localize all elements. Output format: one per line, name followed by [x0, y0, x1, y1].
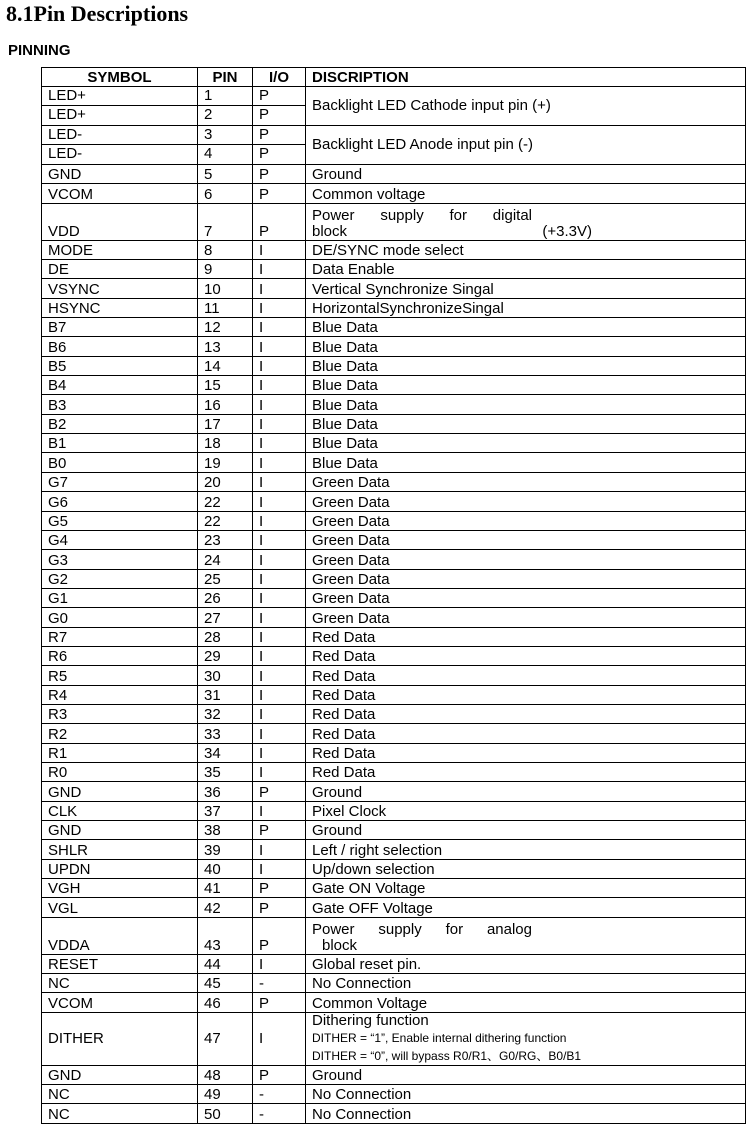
description-cell: Gate OFF Voltage — [306, 898, 746, 917]
symbol-cell: UPDN — [42, 859, 198, 878]
io-cell: I — [253, 472, 306, 491]
pin-table — [41, 67, 746, 1124]
symbol-cell: LED- — [42, 126, 197, 145]
table-row — [42, 550, 746, 569]
pin-cell: 9 — [198, 260, 253, 279]
pin-cell: 32 — [198, 704, 253, 723]
symbol-cell: VCOM — [42, 993, 198, 1012]
symbol-cell: G6 — [42, 492, 198, 511]
section-subtitle: PINNING — [8, 42, 71, 59]
io-cell: I — [253, 954, 306, 973]
pin-cell: 49 — [198, 1085, 253, 1104]
symbol-cell: B0 — [42, 453, 198, 472]
pin-cell: 23 — [198, 530, 253, 549]
pin-cell: 50 — [198, 1104, 253, 1123]
dither-description-line: DITHER = “0”, will bypass R0/R1、G0/RG、B0/B1 — [312, 1048, 582, 1063]
pin-cell: 44 — [198, 954, 253, 973]
pin-cell: 13 — [198, 337, 253, 356]
description-cell: Blue Data — [306, 453, 746, 472]
description-cell: Green Data — [306, 492, 746, 511]
table-row — [42, 434, 746, 453]
table-row — [42, 627, 746, 646]
io-cell: I — [253, 1012, 306, 1065]
symbol-cell: B4 — [42, 376, 198, 395]
description-cell: Green Data — [306, 588, 746, 607]
io-cell: I — [253, 801, 306, 820]
description-cell: Data Enable — [306, 260, 746, 279]
description-line — [312, 208, 532, 224]
pin-cell: 20 — [198, 472, 253, 491]
table-row — [42, 588, 746, 607]
table-row — [42, 993, 746, 1012]
symbol-cell: GND — [42, 782, 198, 801]
symbol-cell: SHLR — [42, 840, 198, 859]
io-cell: - — [253, 1104, 306, 1123]
pin-cell: 6 — [198, 184, 253, 203]
voltage-label: (+3.3V) — [542, 222, 592, 240]
table-row — [42, 704, 746, 723]
table-row — [42, 898, 746, 917]
description-cell: Blue Data — [306, 434, 746, 453]
description-word: digital — [492, 206, 532, 224]
led-minus-pins — [198, 126, 253, 165]
pin-cell: 40 — [198, 859, 253, 878]
description-word: Power — [312, 920, 355, 938]
description-cell — [306, 1012, 746, 1065]
description-cell: Green Data — [306, 472, 746, 491]
io-cell: P — [253, 87, 305, 106]
description-cell: Green Data — [306, 608, 746, 627]
table-row — [42, 954, 746, 973]
table-row — [42, 492, 746, 511]
table-row — [42, 859, 746, 878]
table-row — [42, 782, 746, 801]
table-row — [42, 356, 746, 375]
io-cell: I — [253, 608, 306, 627]
led-minus-ios — [253, 126, 306, 165]
pin-cell: 25 — [198, 569, 253, 588]
table-row — [42, 762, 746, 781]
symbol-cell: NC — [42, 1085, 198, 1104]
io-cell: I — [253, 356, 306, 375]
table-row — [42, 453, 746, 472]
symbol-cell: GND — [42, 821, 198, 840]
description-line — [312, 922, 532, 938]
io-cell: I — [253, 298, 306, 317]
table-row — [42, 260, 746, 279]
io-cell: I — [253, 704, 306, 723]
description-cell: Common Voltage — [306, 993, 746, 1012]
io-cell: I — [253, 685, 306, 704]
description-cell — [306, 203, 746, 240]
description-cell: Red Data — [306, 685, 746, 704]
pin-cell: 36 — [198, 782, 253, 801]
symbol-cell: RESET — [42, 954, 198, 973]
io-cell: I — [253, 414, 306, 433]
io-cell: I — [253, 530, 306, 549]
pin-cell: 28 — [198, 627, 253, 646]
pin-cell: 47 — [198, 1012, 253, 1065]
pin-cell: 4 — [204, 145, 213, 162]
pin-cell: 33 — [198, 724, 253, 743]
symbol-cell: R4 — [42, 685, 198, 704]
description-cell: Common voltage — [306, 184, 746, 203]
table-row — [42, 879, 746, 898]
table-row — [42, 414, 746, 433]
table-row — [42, 974, 746, 993]
pin-cell: 35 — [198, 762, 253, 781]
description-cell: Global reset pin. — [306, 954, 746, 973]
io-cell: I — [253, 260, 306, 279]
io-cell: - — [253, 974, 306, 993]
description-cell: Red Data — [306, 724, 746, 743]
description-cell: Green Data — [306, 511, 746, 530]
table-row — [42, 376, 746, 395]
io-cell: I — [253, 569, 306, 588]
io-cell: I — [253, 240, 306, 259]
led-plus-pins — [198, 87, 253, 126]
table-row-vdd — [42, 203, 746, 240]
pin-cell: 14 — [198, 356, 253, 375]
io-cell: I — [253, 492, 306, 511]
description-cell: Blue Data — [306, 414, 746, 433]
symbol-cell: HSYNC — [42, 298, 198, 317]
table-row — [42, 724, 746, 743]
io-cell: P — [259, 106, 270, 123]
io-cell: I — [253, 376, 306, 395]
column-header-symbol: SYMBOL — [42, 68, 198, 87]
pin-cell: 29 — [198, 646, 253, 665]
table-row — [42, 1104, 746, 1123]
io-cell: P — [253, 879, 306, 898]
table-row — [42, 184, 746, 203]
description-cell: Ground — [306, 165, 746, 184]
io-cell: P — [253, 203, 306, 240]
pin-cell: 8 — [198, 240, 253, 259]
symbol-cell: VSYNC — [42, 279, 198, 298]
description-cell: Backlight LED Cathode input pin (+) — [306, 87, 746, 126]
io-cell: P — [253, 917, 306, 954]
table-row — [42, 666, 746, 685]
io-cell: P — [253, 165, 306, 184]
table-row-led-plus — [42, 87, 746, 126]
symbol-cell: CLK — [42, 801, 198, 820]
symbol-cell: R3 — [42, 704, 198, 723]
io-cell: I — [253, 279, 306, 298]
io-cell: I — [253, 627, 306, 646]
io-cell: P — [253, 782, 306, 801]
description-cell: Ground — [306, 821, 746, 840]
pin-cell: 45 — [198, 974, 253, 993]
pin-cell: 42 — [198, 898, 253, 917]
pin-cell: 24 — [198, 550, 253, 569]
pin-cell: 12 — [198, 318, 253, 337]
description-word: block — [322, 936, 358, 954]
page-title: 8.1Pin Descriptions — [6, 1, 189, 26]
description-cell: Red Data — [306, 743, 746, 762]
symbol-cell: GND — [42, 1065, 198, 1084]
symbol-cell: VDDA — [42, 917, 198, 954]
symbol-cell: DE — [42, 260, 198, 279]
description-cell: Ground — [306, 782, 746, 801]
description-cell: No Connection — [306, 1085, 746, 1104]
pin-cell: 1 — [198, 87, 252, 106]
description-cell: Blue Data — [306, 376, 746, 395]
description-word: analog — [486, 920, 532, 938]
led-plus-symbols — [42, 87, 198, 126]
io-cell: I — [253, 646, 306, 665]
pin-cell: 48 — [198, 1065, 253, 1084]
description-cell: Blue Data — [306, 337, 746, 356]
description-cell: No Connection — [306, 974, 746, 993]
description-cell: Up/down selection — [306, 859, 746, 878]
description-cell: No Connection — [306, 1104, 746, 1123]
symbol-cell: R5 — [42, 666, 198, 685]
symbol-cell: VGL — [42, 898, 198, 917]
symbol-cell: G4 — [42, 530, 198, 549]
table-row — [42, 1065, 746, 1084]
symbol-cell: B3 — [42, 395, 198, 414]
table-row — [42, 569, 746, 588]
symbol-cell: B7 — [42, 318, 198, 337]
pin-cell: 5 — [198, 165, 253, 184]
table-row — [42, 801, 746, 820]
symbol-cell: NC — [42, 974, 198, 993]
pin-cell: 30 — [198, 666, 253, 685]
symbol-cell: GND — [42, 165, 198, 184]
pin-cell: 7 — [198, 203, 253, 240]
io-cell: I — [253, 550, 306, 569]
pin-cell: 15 — [198, 376, 253, 395]
pin-cell: 31 — [198, 685, 253, 704]
symbol-cell: R2 — [42, 724, 198, 743]
io-cell: I — [253, 511, 306, 530]
symbol-cell: MODE — [42, 240, 198, 259]
table-row-vdda — [42, 917, 746, 954]
table-row — [42, 472, 746, 491]
io-cell: P — [253, 1065, 306, 1084]
table-row — [42, 646, 746, 665]
dither-description-line: Dithering function — [312, 1012, 429, 1029]
table-row — [42, 1085, 746, 1104]
column-header-description: DISCRIPTION — [306, 68, 746, 87]
table-row — [42, 240, 746, 259]
symbol-cell: NC — [42, 1104, 198, 1123]
description-cell: DE/SYNC mode select — [306, 240, 746, 259]
description-cell: Backlight LED Anode input pin (-) — [306, 126, 746, 165]
description-cell: Green Data — [306, 550, 746, 569]
io-cell: I — [253, 840, 306, 859]
io-cell: I — [253, 395, 306, 414]
pin-cell: 41 — [198, 879, 253, 898]
description-cell: Left / right selection — [306, 840, 746, 859]
symbol-cell: R6 — [42, 646, 198, 665]
io-cell: I — [253, 724, 306, 743]
table-row — [42, 279, 746, 298]
pin-cell: 34 — [198, 743, 253, 762]
pin-cell: 38 — [198, 821, 253, 840]
description-cell: Blue Data — [306, 395, 746, 414]
description-cell: Blue Data — [306, 318, 746, 337]
io-cell: I — [253, 434, 306, 453]
table-row-led-minus — [42, 126, 746, 165]
symbol-cell: G7 — [42, 472, 198, 491]
pin-cell: 17 — [198, 414, 253, 433]
table-row — [42, 511, 746, 530]
pin-cell: 3 — [198, 126, 252, 145]
symbol-cell: LED- — [48, 145, 83, 162]
description-cell: Green Data — [306, 569, 746, 588]
description-cell — [306, 917, 746, 954]
symbol-cell: G1 — [42, 588, 198, 607]
description-cell: Red Data — [306, 627, 746, 646]
description-cell: Red Data — [306, 704, 746, 723]
description-word: for — [449, 206, 467, 224]
io-cell: I — [253, 859, 306, 878]
table-header-row — [42, 68, 746, 87]
description-word: for — [445, 920, 464, 938]
symbol-cell: B5 — [42, 356, 198, 375]
description-word: supply — [378, 920, 422, 938]
led-minus-symbols — [42, 126, 198, 165]
io-cell: P — [253, 184, 306, 203]
led-plus-ios — [253, 87, 306, 126]
description-line — [312, 938, 602, 954]
column-header-io: I/O — [253, 68, 306, 87]
io-cell: I — [253, 743, 306, 762]
table-row — [42, 530, 746, 549]
table-body — [42, 87, 746, 1124]
pin-cell: 18 — [198, 434, 253, 453]
pin-cell: 27 — [198, 608, 253, 627]
symbol-cell: G0 — [42, 608, 198, 627]
table-row — [42, 821, 746, 840]
symbol-cell: R7 — [42, 627, 198, 646]
table-row — [42, 608, 746, 627]
io-cell: P — [253, 898, 306, 917]
description-cell: Red Data — [306, 646, 746, 665]
description-cell: Blue Data — [306, 356, 746, 375]
table-row — [42, 318, 746, 337]
pin-cell: 39 — [198, 840, 253, 859]
pin-cell: 46 — [198, 993, 253, 1012]
description-cell: Red Data — [306, 666, 746, 685]
io-cell: I — [253, 588, 306, 607]
io-cell: P — [253, 126, 305, 145]
table-row — [42, 337, 746, 356]
table-row — [42, 165, 746, 184]
pin-cell: 10 — [198, 279, 253, 298]
description-word: block — [312, 222, 348, 240]
io-cell: - — [253, 1085, 306, 1104]
description-cell: Red Data — [306, 762, 746, 781]
io-cell: I — [253, 666, 306, 685]
symbol-cell: DITHER — [42, 1012, 198, 1065]
io-cell: I — [253, 762, 306, 781]
io-cell: I — [253, 337, 306, 356]
table-row — [42, 298, 746, 317]
description-cell: Ground — [306, 1065, 746, 1084]
table-row — [42, 395, 746, 414]
symbol-cell: VGH — [42, 879, 198, 898]
description-word: Power — [312, 206, 355, 224]
symbol-cell: G5 — [42, 511, 198, 530]
pin-cell: 19 — [198, 453, 253, 472]
table-row — [42, 743, 746, 762]
pin-cell: 2 — [204, 106, 213, 123]
table-row-dither — [42, 1012, 746, 1065]
description-cell: Vertical Synchronize Singal — [306, 279, 746, 298]
pin-cell: 37 — [198, 801, 253, 820]
pin-cell: 22 — [198, 511, 253, 530]
description-cell: Pixel Clock — [306, 801, 746, 820]
io-cell: P — [253, 993, 306, 1012]
description-word: supply — [380, 206, 424, 224]
description-cell: Green Data — [306, 530, 746, 549]
symbol-cell: LED+ — [42, 87, 197, 106]
symbol-cell: LED+ — [48, 106, 86, 123]
io-cell: P — [259, 145, 270, 162]
io-cell: I — [253, 318, 306, 337]
symbol-cell: VCOM — [42, 184, 198, 203]
symbol-cell: R0 — [42, 762, 198, 781]
symbol-cell: B2 — [42, 414, 198, 433]
symbol-cell: B6 — [42, 337, 198, 356]
pin-cell: 11 — [198, 298, 253, 317]
io-cell: I — [253, 453, 306, 472]
pin-cell: 43 — [198, 917, 253, 954]
table-row — [42, 840, 746, 859]
io-cell: P — [253, 821, 306, 840]
symbol-cell: B1 — [42, 434, 198, 453]
description-cell: Gate ON Voltage — [306, 879, 746, 898]
pin-cell: 26 — [198, 588, 253, 607]
symbol-cell: G2 — [42, 569, 198, 588]
description-cell: HorizontalSynchronizeSingal — [306, 298, 746, 317]
symbol-cell: G3 — [42, 550, 198, 569]
pin-cell: 16 — [198, 395, 253, 414]
table-row — [42, 685, 746, 704]
column-header-pin: PIN — [198, 68, 253, 87]
symbol-cell: R1 — [42, 743, 198, 762]
dither-description-line: DITHER = “1”, Enable internal dithering function — [312, 1030, 567, 1045]
symbol-cell: VDD — [42, 203, 198, 240]
pin-cell: 22 — [198, 492, 253, 511]
description-line — [312, 224, 592, 240]
